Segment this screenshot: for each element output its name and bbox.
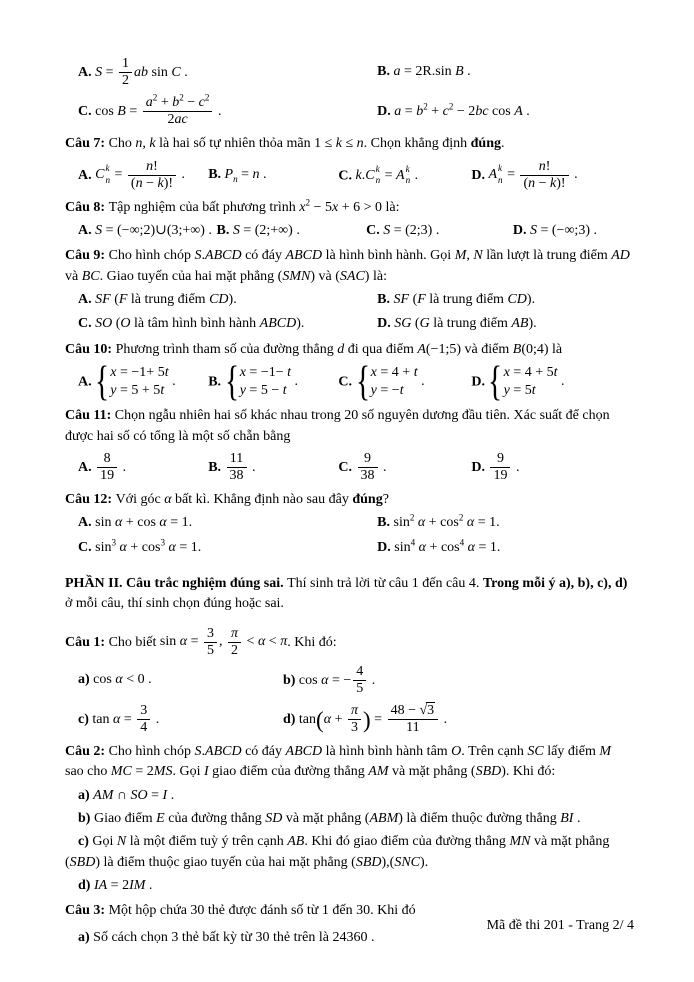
math-expression: BI (560, 811, 574, 827)
bold-text: a) (78, 929, 94, 945)
option-label: D. (471, 167, 485, 183)
option-label: A. (78, 64, 92, 80)
question-12-stem: Câu 12: Với góc α bất kì. Khẳng định nào sau đây đúng? (65, 492, 389, 508)
math-expression: ABCD (285, 744, 323, 760)
option-label: D. (377, 539, 391, 555)
math-expression: SG (394, 316, 412, 332)
option-D (377, 538, 632, 558)
math-expression: SF (393, 292, 410, 308)
pii-q2-part-c: c) Gọi N là một điểm tuỳ ý trên cạnh AB. Khi đó giao điểm của đường thẳng MN và mặt phẳng (SBD) là điểm thuộc giao tuyến của hai mặt phẳng (SBD),(SNC). (65, 834, 610, 870)
math-expression: a = 2R.sin B . (393, 64, 471, 80)
option-label: D. (471, 374, 485, 390)
question-9-stem: Câu 9: Cho hình chóp S.ABCD có đáy ABCD là hình bình hành. Gọi M, N lần lượt là trung điểm AD và BC. Giao tuyến của hai mặt phẳng (SMN) và (SAC) là: (65, 248, 630, 284)
fraction: $\frac{\pi}{2}$ (228, 626, 241, 659)
math-expression: $P_n = n$ . (224, 167, 267, 184)
math-expression: A k n = $\frac{n!}{(n - k)!}$ . (488, 158, 578, 191)
option-label: C. (78, 104, 92, 119)
option-label: b) (282, 672, 296, 688)
option-D (513, 221, 632, 241)
math-expression: E (156, 811, 165, 827)
option-A (78, 359, 208, 406)
math-expression: AB (511, 316, 529, 332)
math-expression: $\frac{9}{38}$ . (356, 460, 387, 475)
math-expression: sin α = $\frac{3}{5}$ , $\frac{\pi}{2}$ < α < π (159, 625, 288, 658)
exam-content (65, 52, 632, 948)
bold-text: Trong mỗi ý a), b), c), d) (482, 575, 628, 591)
math-expression: $\sin^2 \alpha + \cos^2 \alpha = 1$. (393, 512, 500, 531)
question-7-options-row (65, 158, 632, 193)
math-expression: I (203, 764, 209, 780)
option-A: A. SF (F là trung điểm CD). (78, 292, 237, 308)
pii-question-1-parts-row (65, 702, 632, 737)
option-label: B. (208, 374, 222, 390)
option-label: A. (78, 292, 92, 308)
math-expression: $a = b^2 + c^2 - 2bc$ cos A . (394, 100, 530, 119)
math-expression: IA = 2IM (93, 877, 146, 893)
bold-text: PHẦN II. Câu trắc nghiệm đúng sai. (65, 575, 288, 591)
option-label: B. (208, 167, 222, 183)
option-C (78, 538, 377, 558)
math-expression: { x = −1+ 5t y = 5 + 5t . (95, 359, 176, 406)
math-expression: (SBD) (470, 764, 506, 780)
option-a (78, 670, 283, 690)
math-expression: AB (287, 834, 305, 850)
option-B (377, 513, 632, 533)
option-B (377, 62, 632, 82)
pii-question-1-parts-row (65, 663, 632, 698)
option-B (208, 359, 338, 406)
option-label: B. (377, 515, 390, 531)
math-expression: ABCD (285, 248, 323, 264)
question-9-options-row (65, 314, 632, 334)
left-brace: { (488, 359, 503, 406)
fraction: $\frac{8}{19}$ (97, 451, 117, 484)
bold-text: c) (78, 834, 93, 850)
math-expression: $x^2 - 5x + 6 > 0$ (299, 197, 382, 215)
option-B (208, 165, 338, 185)
math-expression: SF (95, 292, 111, 308)
option-c (78, 702, 283, 737)
option-A (78, 158, 208, 193)
option-d (283, 702, 632, 737)
fraction: $\frac{9}{38}$ (358, 451, 378, 484)
bold-text: Câu 11: (65, 408, 115, 424)
question-12-options-row (65, 513, 632, 533)
left-brace: { (355, 359, 370, 406)
math-expression: SBD (69, 854, 96, 870)
option-D (471, 158, 632, 193)
bold-text: Câu 1: (65, 634, 109, 650)
math-expression: sin α + cos α = 1. (95, 515, 193, 531)
question-8-options-row (65, 221, 632, 241)
math-expression: cos α < 0 . (93, 672, 152, 688)
math-expression: N (116, 834, 127, 850)
option-label: C. (78, 539, 92, 555)
option-C: C. SO (O là tâm hình bình hành ABCD). (78, 316, 305, 332)
question-9-options-row (65, 290, 632, 310)
option-label: A. (78, 374, 92, 390)
question-12-options-row (65, 538, 632, 558)
math-expression: B(0;4) (512, 341, 549, 357)
bold-text: Câu 8: (65, 199, 109, 215)
question-11-stem: Câu 11: Chọn ngẫu nhiên hai số khác nhau trong 20 số nguyên dương đầu tiên. Xác suất để chọn được hai số có tổng là một số chẵn bằng (65, 408, 610, 444)
option-label: C. (78, 316, 92, 332)
math-expression: (SMN) (277, 268, 316, 284)
question-6-options-row (65, 94, 632, 129)
option-C (366, 221, 513, 241)
option-C (78, 94, 377, 129)
math-expression: BC (81, 268, 100, 284)
math-expression: C k n = $\frac{n!}{(n - k)!}$ . (95, 158, 186, 191)
math-expression: A(−1;5) (417, 341, 462, 357)
option-label: c) (78, 711, 89, 727)
left-brace: { (95, 359, 110, 406)
option-label: C. (338, 168, 352, 184)
math-expression: S = (2;3) . (383, 223, 440, 239)
math-expression: CD (507, 292, 527, 308)
question-11-options-row (65, 450, 632, 485)
math-expression: d (337, 341, 345, 357)
math-expression: (SBD),(SNC) (351, 854, 425, 870)
math-expression: tan(α + $\frac{\pi}{3}$ ) = $\frac{48 - √3}{11}$ . (298, 702, 448, 736)
option-label: C. (338, 459, 352, 475)
option-A (78, 55, 377, 90)
option-C (338, 164, 471, 187)
option-label: B. (377, 64, 390, 80)
equation-system: { x = 4 + t y = −t (355, 359, 418, 406)
math-expression: MN (509, 834, 531, 850)
option-label: A. (78, 223, 92, 239)
fraction: $\frac{\pi}{3}$ (348, 703, 361, 736)
option-label: B. (377, 292, 390, 308)
option-label: D. (512, 223, 527, 239)
math-expression: CD (209, 292, 229, 308)
math-expression: ABCD (259, 316, 297, 332)
math-expression: ABM (369, 811, 399, 827)
page-footer (487, 916, 634, 936)
math-expression: $\frac{11}{38}$ . (225, 460, 256, 475)
pii-q3-part-a: a) Số cách chọn 3 thẻ bất kỳ từ 30 thẻ trên là 24360 . (78, 929, 375, 945)
bold-text: Câu 12: (65, 492, 116, 508)
option-A (78, 221, 217, 241)
math-expression: k.C k n = A k n . (355, 163, 419, 186)
math-expression: F (118, 292, 128, 308)
bold-text: Câu 7: (65, 136, 109, 152)
option-label: C. (366, 223, 380, 239)
option-label: C. (338, 374, 352, 390)
option-A (78, 513, 377, 533)
equation-system: { x = −1+ 5t y = 5 + 5t (95, 359, 169, 406)
math-expression: MC = 2MS (110, 764, 173, 780)
option-D: D. SG (G là trung điểm AB). (377, 316, 537, 332)
part-2-heading: PHẦN II. Câu trắc nghiệm đúng sai. Thí sinh trả lời từ câu 1 đến câu 4. Trong mỗi ý a), b), c), d) ở mỗi câu, thí sinh chọn đúng hoặc sai. (65, 575, 628, 612)
math-expression: F (417, 292, 426, 308)
math-expression: { x = 4 + t y = −t . (355, 359, 425, 406)
option-A (78, 450, 208, 485)
option-B: B. SF (F là trung điểm CD). (377, 292, 536, 308)
math-expression: S.ABCD (194, 248, 242, 264)
math-expression: S.ABCD (194, 744, 242, 760)
bold-text: a) (78, 787, 94, 803)
math-expression: M, N (454, 248, 483, 264)
equation-system: { x = −1− t y = 5 − t (224, 359, 291, 406)
math-expression: AD (611, 248, 630, 264)
fraction: $\frac{n!}{(n - k)!}$ (128, 159, 176, 192)
fraction: $\frac{1}{2}$ (119, 56, 132, 89)
option-D (377, 102, 632, 122)
option-B (208, 450, 338, 485)
bold-text: Câu 3: (65, 903, 109, 919)
question-8-stem: Câu 8: Tập nghiệm của bất phương trình $x^2 - 5x + 6 > 0$ là: (65, 197, 400, 215)
math-expression: AM (368, 764, 389, 780)
math-expression: SC (527, 744, 544, 760)
math-expression: (SAC) (335, 268, 370, 284)
math-expression: tan α = $\frac{3}{4}$ . (92, 702, 160, 736)
math-expression: { x = 4 + 5t y = 5t . (488, 359, 565, 406)
math-expression: O (120, 316, 131, 332)
math-expression: cos α = − $\frac{4}{5}$ . (298, 663, 376, 696)
fraction: $\frac{48 - √3}{11}$ (388, 703, 439, 736)
bold-text: Câu 2: (65, 744, 109, 760)
fraction: $\frac{n!}{(n - k)!}$ (520, 159, 568, 192)
option-label: A. (78, 167, 92, 183)
big-paren-open: ( (316, 707, 324, 733)
math-expression: AM ∩ SO = I (93, 787, 168, 803)
fraction: $\frac{a^2 + b^2 - c^2}{2ac}$ (143, 95, 213, 128)
bold-text: đúng (470, 136, 501, 152)
option-label: d) (282, 711, 296, 727)
pii-q2-part-a: a) AM ∩ SO = I . (78, 787, 175, 803)
pii-question-2-stem: Câu 2: Cho hình chóp S.ABCD có đáy ABCD là hình bình hành tâm O. Trên cạnh SC lấy điểm M sao cho MC = 2MS. Gọi I giao điểm của đường thẳng AM và mặt phẳng (SBD). Khi đó: (65, 744, 612, 780)
math-expression: $\frac{9}{19}$ . (488, 460, 519, 475)
option-D (471, 450, 632, 485)
bold-text: Câu 10: (65, 341, 116, 357)
option-D (471, 359, 632, 406)
math-expression: SD (265, 811, 283, 827)
fraction: $\frac{4}{5}$ (353, 664, 366, 697)
math-expression: S = (−∞;3) . (530, 223, 597, 239)
big-paren-close: ) (362, 707, 371, 733)
sqrt: √3 (419, 702, 435, 718)
question-10-stem: Câu 10: Phương trình tham số của đường thẳng d đi qua điểm A(−1;5) và điểm B(0;4) là (65, 341, 563, 357)
option-C (338, 359, 471, 406)
option-label: B. (216, 223, 230, 239)
pii-q2-part-b: b) Giao điểm E của đường thẳng SD và mặt phẳng (ABM) là điểm thuộc đường thẳng BI . (78, 811, 581, 827)
equation-system: { x = 4 + 5t y = 5t (488, 359, 558, 406)
option-b (283, 663, 632, 698)
question-6-options-row (65, 55, 632, 90)
math-expression: $\sin^4 \alpha + \cos^4 \alpha = 1$. (394, 537, 501, 555)
option-B (217, 221, 367, 241)
pii-q2-part-d: d) IA = 2IM . (78, 877, 153, 893)
option-label: A. (78, 459, 92, 475)
math-expression: O (451, 744, 462, 760)
bold-text: Câu 9: (65, 248, 109, 264)
math-expression: 1 ≤ k ≤ n (314, 136, 364, 152)
math-expression: SO (95, 316, 113, 332)
option-label: D. (377, 316, 391, 332)
option-label: D. (377, 103, 391, 119)
math-expression: S = (2;+∞) . (232, 223, 300, 239)
math-expression: { x = −1− t y = 5 − t . (224, 359, 298, 406)
question-7-stem: Câu 7: Cho n, k là hai số tự nhiên thỏa mãn 1 ≤ k ≤ n. Chọn khẳng định đúng. (65, 136, 505, 152)
math-expression: cos B = $\frac{a^2 + b^2 - c^2}{2ac}$ . (95, 92, 222, 128)
math-expression: G (419, 316, 430, 332)
bold-text: đúng (352, 492, 383, 508)
bold-text: d) (78, 877, 94, 893)
fraction: $\frac{9}{19}$ (490, 451, 510, 484)
math-expression: n, k (135, 136, 156, 152)
fraction: $\frac{11}{38}$ (227, 451, 247, 484)
option-label: B. (208, 459, 222, 475)
math-expression: M (599, 744, 612, 760)
fraction: $\frac{3}{5}$ (204, 626, 217, 659)
left-brace: { (224, 359, 239, 406)
option-label: D. (471, 459, 485, 475)
pii-question-1-stem: Câu 1: Cho biết sin α = $\frac{3}{5}$ , $\frac{\pi}{2}$ < α < π. Khi đó: (65, 625, 337, 658)
fraction: $\frac{3}{4}$ (137, 703, 150, 736)
math-expression: $\frac{8}{19}$ . (95, 460, 126, 475)
footer-text: Mã đề thi 201 - Trang 2/ 4 (486, 918, 634, 933)
option-label: A. (78, 515, 92, 531)
option-C (338, 450, 471, 485)
option-label: a) (78, 672, 90, 688)
math-expression: $\sin^3 \alpha + \cos^3 \alpha = 1$. (95, 537, 202, 555)
math-expression: S = $\frac{1}{2}$ ab sin C . (95, 56, 188, 89)
math-expression: α (164, 492, 172, 508)
bold-text: b) (78, 811, 94, 827)
math-expression: S = (−∞;2)∪(3;+∞) . (95, 223, 212, 239)
question-10-options-row (65, 359, 632, 406)
pii-question-3-stem: Câu 3: Một hộp chứa 30 thẻ được đánh số từ 1 đến 30. Khi đó (65, 903, 416, 919)
